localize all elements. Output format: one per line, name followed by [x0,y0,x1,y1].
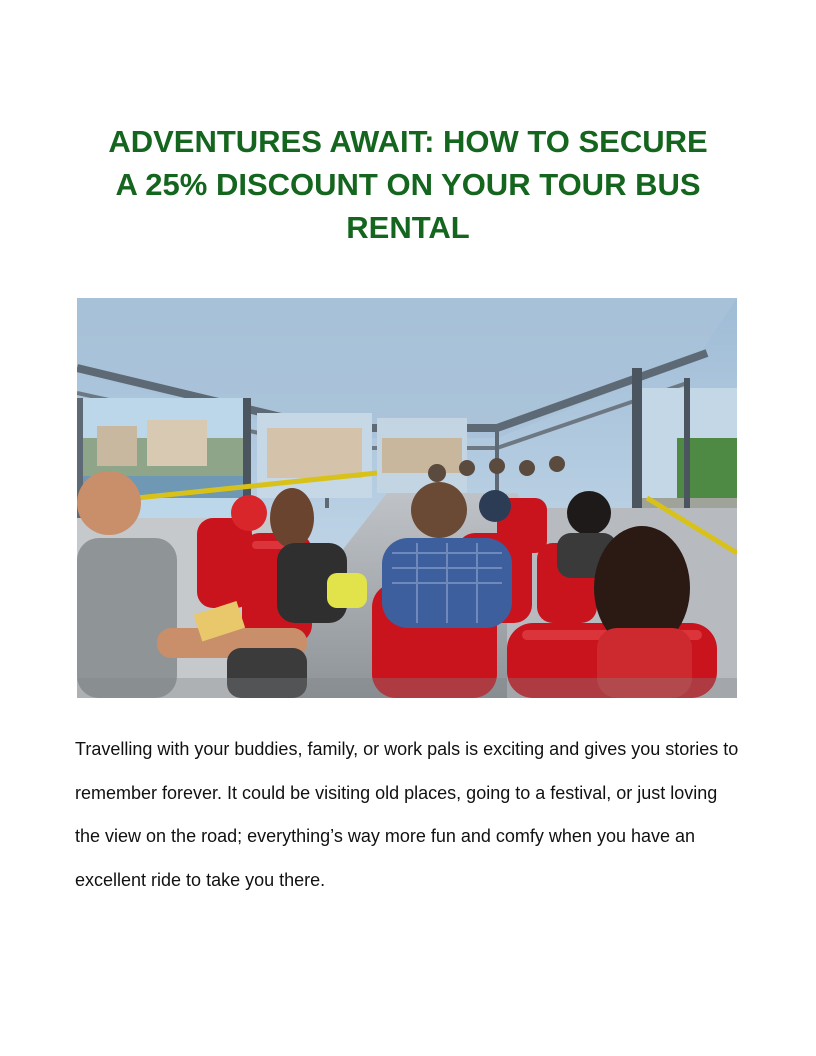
page-title-line-3: RENTAL [346,210,470,245]
bus-interior-illustration [77,298,737,698]
page-title-line-2: A 25% DISCOUNT ON YOUR TOUR BUS [115,167,701,202]
page-title [88,120,728,249]
body-paragraph: Travelling with your buddies, family, or work pals is exciting and gives you stories to remember forever. It could be visiting old places, going to a festival, or just loving the view on the road; everything’s way more fun and comfy when you have an excellent ride to take you there. [75,739,739,890]
tour-bus-interior-photo [77,298,737,698]
page-title-line-1: ADVENTURES AWAIT: HOW TO SECURE [108,124,708,159]
